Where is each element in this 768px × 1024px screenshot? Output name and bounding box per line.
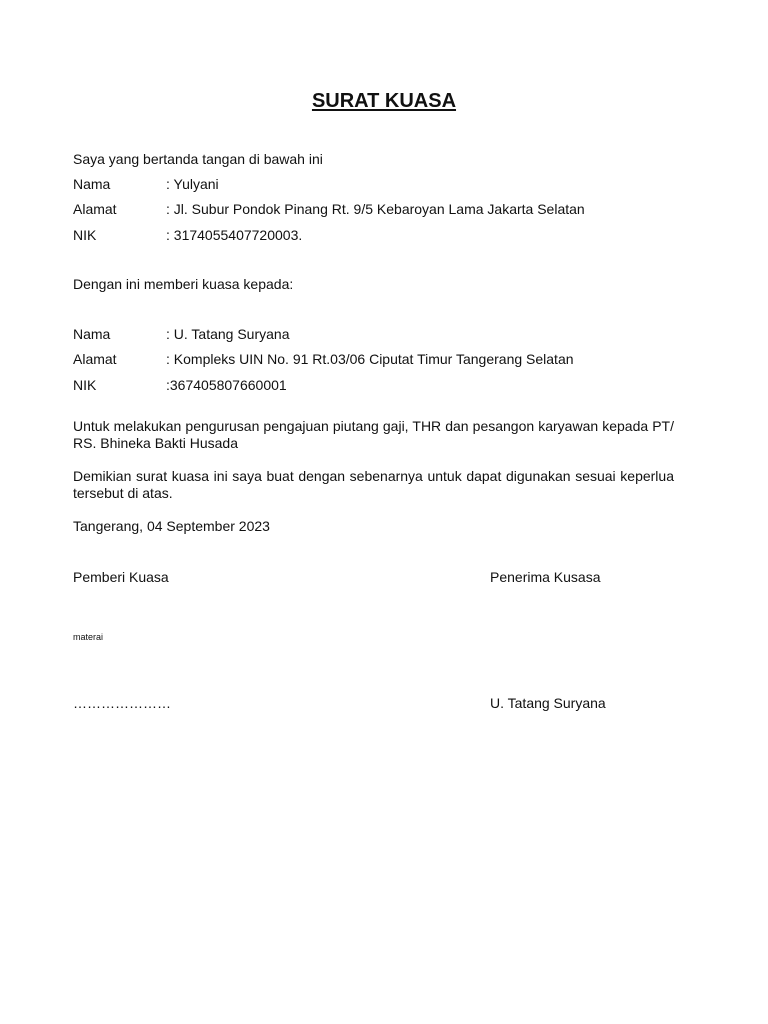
receiver-name-label: Nama xyxy=(73,326,111,342)
receiver-address-label: Alamat xyxy=(73,351,117,367)
receiver-name-value: : U. Tatang Suryana xyxy=(166,326,290,342)
giver-nik-value: : 3174055407720003. xyxy=(166,227,303,243)
receiver-heading: Penerima Kusasa xyxy=(490,569,601,585)
stamp-note: materai xyxy=(73,632,104,642)
intro-text: Saya yang bertanda tangan di bawah ini xyxy=(73,151,323,167)
giver-address-value: : Jl. Subur Pondok Pinang Rt. 9/5 Kebaroyan Lama Jakarta Selatan xyxy=(166,201,585,217)
purpose-paragraph: Untuk melakukan pengurusan pengajuan piutang gaji, THR dan pesangon karyawan kepada PT/ RS. Bhineka Bakti Husada xyxy=(73,418,674,451)
giver-name-value: : Yulyani xyxy=(166,176,219,192)
receiver-address-value: : Kompleks UIN No. 91 Rt.03/06 Ciputat Timur Tangerang Selatan xyxy=(166,351,574,367)
receiver-nik-label: NIK xyxy=(73,377,97,393)
place-date: Tangerang, 04 September 2023 xyxy=(73,518,270,534)
giver-name-label: Nama xyxy=(73,176,111,192)
giver-heading: Pemberi Kuasa xyxy=(73,569,169,585)
closing-paragraph: Demikian surat kuasa ini saya buat dengan sebenarnya untuk dapat digunakan sesuai keperlua tersebut di atas. xyxy=(73,468,674,501)
giver-address-label: Alamat xyxy=(73,201,117,217)
grant-line: Dengan ini memberi kuasa kepada: xyxy=(73,276,294,292)
receiver-nik-value: :367405807660001 xyxy=(166,377,287,393)
letter-title: SURAT KUASA xyxy=(311,90,457,112)
giver-signature-name: ………………… xyxy=(73,695,171,711)
receiver-signature-name: U. Tatang Suryana xyxy=(490,695,606,711)
giver-nik-label: NIK xyxy=(73,227,97,243)
